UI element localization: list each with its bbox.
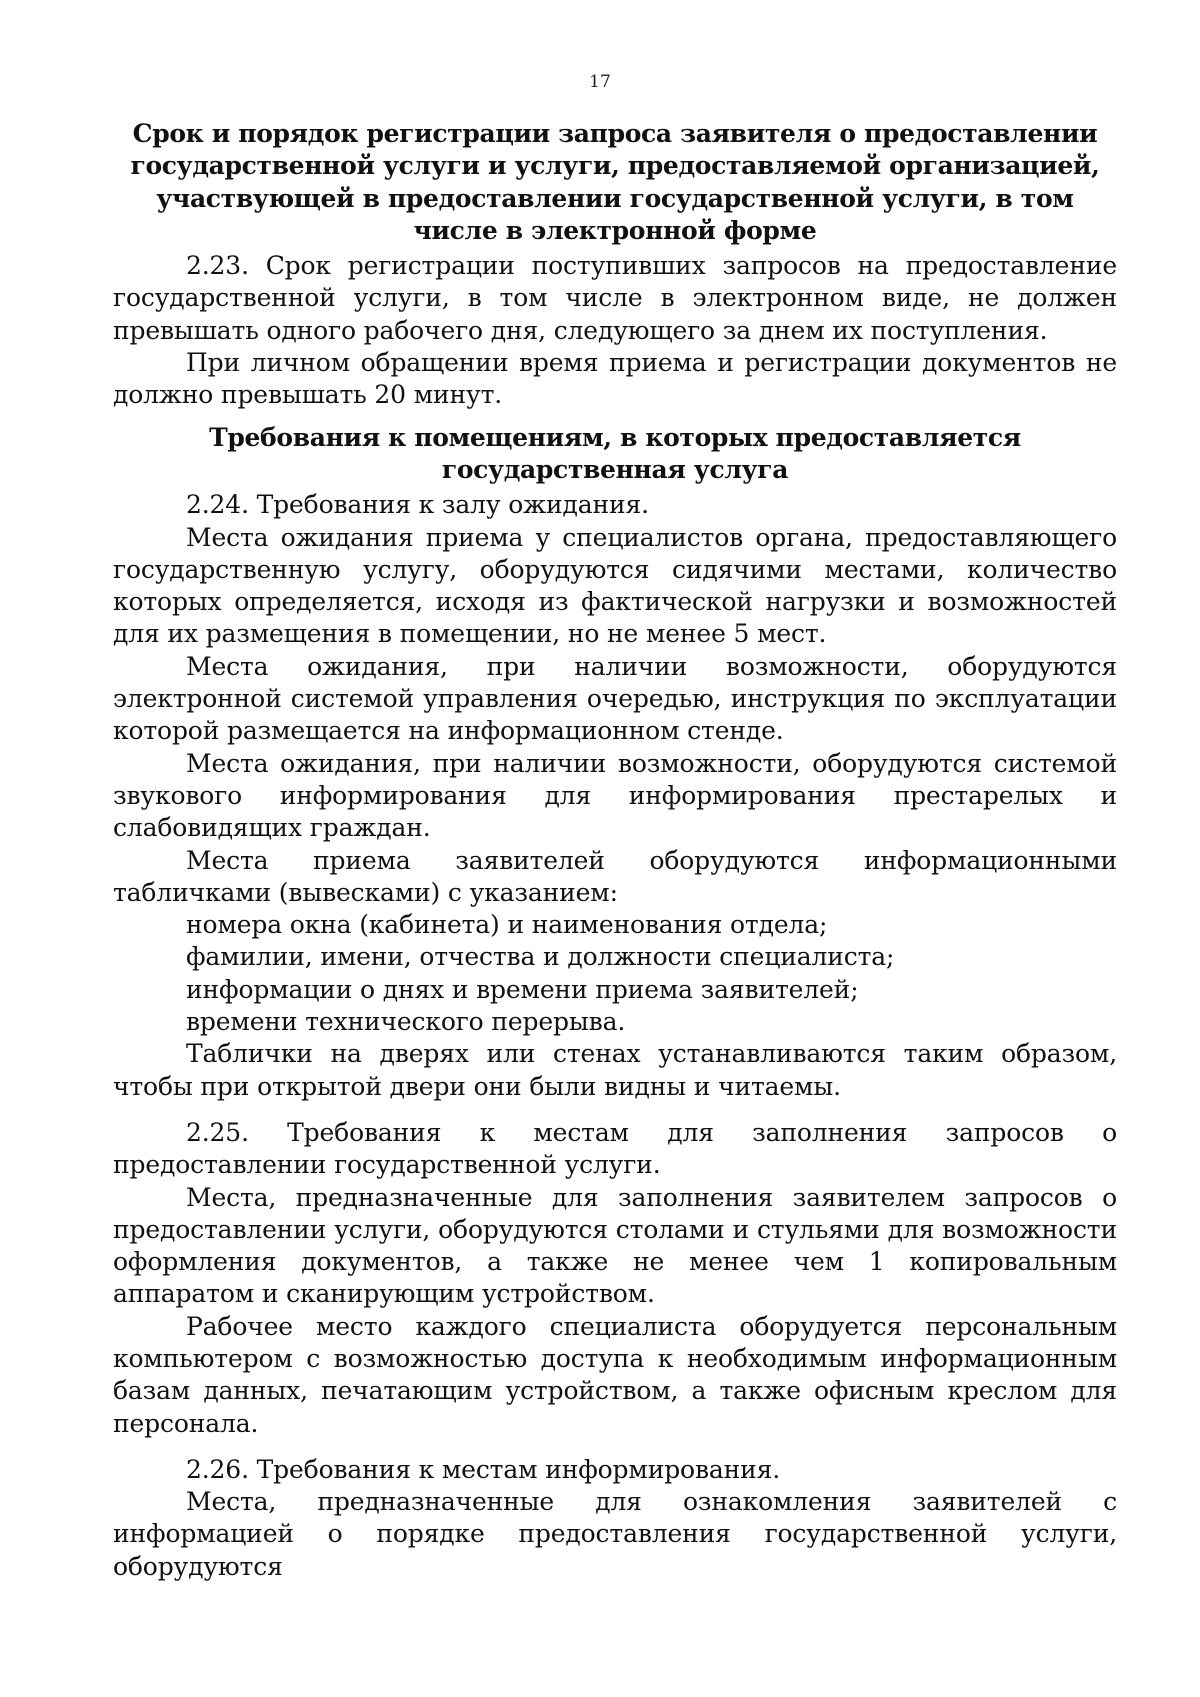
list-item: фамилии, имени, отчества и должности специалиста; [186,942,895,972]
paragraph-workplace: Рабочее место каждого специалиста оборудуется персональным компьютером с возможностью доступа к необходимым информационным базам данных, печатающим устройством, а также офисным креслом для персонала. [113,1311,1117,1438]
paragraph-queue-system: Места ожидания, при наличии возможности, оборудуются электронной системой управления очередью, инструкция по эксплуатации которой размещается на информационном стенде. [113,651,1117,746]
paragraph-2-23: 2.23. Срок регистрации поступивших запросов на предоставление государственной услуги, в том числе в электронном виде, не должен превышать одного рабочего дня, следующего за днем их поступления. [113,251,1117,345]
section-heading-premises: Требования к помещениям, в которых предоставляется государственная услуга [209,422,1021,484]
paragraph-2-26-title: 2.26. Требования к местам информирования. [186,1454,781,1484]
document-body [113,118,1117,1583]
paragraph-filling-places: Места, предназначенные для заполнения заявителем запросов о предоставлении услуги, оборудуются столами и стульями для возможности оформления документов, а также не менее чем 1 копировальным аппаратом и сканирующим устройством. [113,1182,1117,1309]
paragraph-sound-system: Места ожидания, при наличии возможности, оборудуются системой звукового информирования для информирования престарелых и слабовидящих граждан. [113,748,1117,843]
page-number: 17 [589,72,611,92]
paragraph-personal-visit: При личном обращении время приема и регистрации документов не должно превышать 20 минут. [113,348,1117,410]
paragraph-2-24-title: 2.24. Требования к залу ожидания. [186,490,649,520]
paragraph-plates-placement: Таблички на дверях или стенах устанавливаются таким образом, чтобы при открытой двери они были видны и читаемы. [113,1039,1117,1101]
paragraph-waiting-seats: Места ожидания приема у специалистов органа, предоставляющего государственную услугу, оборудуются сидячими местами, количество которых определяется, исходя из фактической нагрузки и возможностей для их размещения в помещении, но не менее 5 мест. [113,522,1117,649]
section-heading-registration: Срок и порядок регистрации запроса заявителя о предоставлении государственной услуги и услуги, предоставляемой организацией, участвующей в предоставлении государственной услуги, в том числе в электронной форме [130,119,1100,245]
paragraph-info-plates: Места приема заявителей оборудуются информационными табличками (вывесками) с указанием: [113,845,1117,907]
list-item: времени технического перерыва. [186,1007,626,1037]
list-item: номера окна (кабинета) и наименования отдела; [186,910,828,940]
paragraph-info-places: Места, предназначенные для ознакомления заявителей с информацией о порядке предоставления государственной услуги, оборудуются [113,1487,1117,1581]
list-item: информации о днях и времени приема заявителей; [186,974,859,1004]
paragraph-2-25-title: 2.25. Требования к местам для заполнения запросов о предоставлении государственной услуги. [113,1117,1117,1180]
